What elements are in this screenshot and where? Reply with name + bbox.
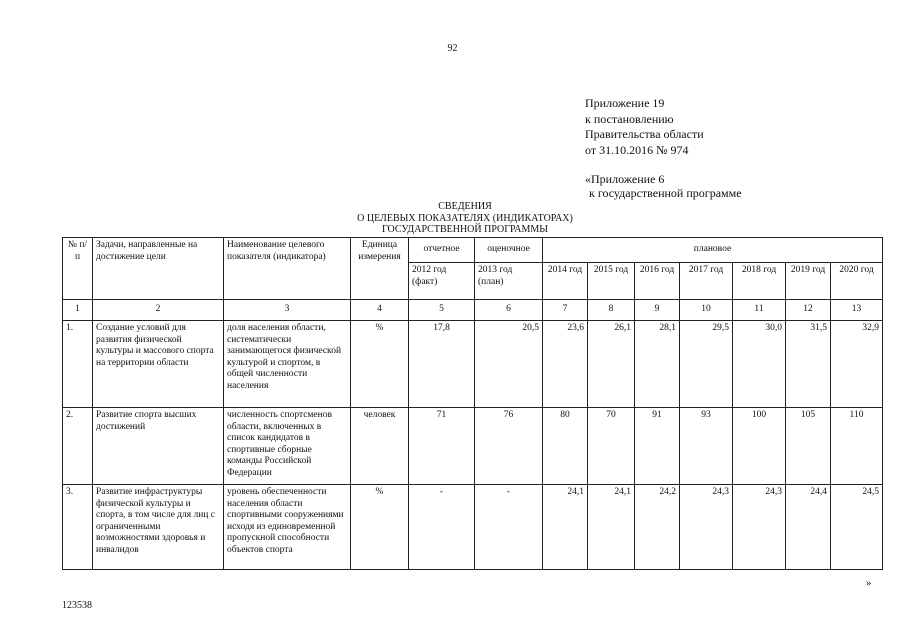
title-line: ГОСУДАРСТВЕННОЙ ПРОГРАММЫ <box>381 224 549 235</box>
row-value: 23,6 <box>543 321 588 408</box>
row-unit: % <box>351 485 409 570</box>
year-header: 2016 год <box>635 263 680 300</box>
header-estimated: оценочное <box>475 238 543 263</box>
header-row <box>63 238 883 263</box>
year-header: 2019 год <box>786 263 831 300</box>
row-value: 93 <box>680 408 733 485</box>
row-value: 30,0 <box>733 321 786 408</box>
header-planned: плановое <box>543 238 883 263</box>
year-header: 2013 год (план) <box>475 263 543 300</box>
column-number: 5 <box>409 300 475 321</box>
row-value: 71 <box>409 408 475 485</box>
column-number: 12 <box>786 300 831 321</box>
column-number: 6 <box>475 300 543 321</box>
row-value: - <box>475 485 543 570</box>
row-indicator: уровень обеспеченности населения области спортивными сооружениями исходя из единовременной пропускной способности объектов спорта <box>224 485 351 570</box>
row-value: 24,3 <box>733 485 786 570</box>
column-number: 2 <box>93 300 224 321</box>
document-number: 123538 <box>62 600 92 611</box>
annex-header-line: Приложение 19 <box>585 96 665 110</box>
row-task: Создание условий для развития физической культуры и массового спорта на территории области <box>93 321 224 408</box>
annex-quote-line: «Приложение 6 <box>585 172 665 186</box>
title-line: О ЦЕЛЕВЫХ ПОКАЗАТЕЛЯХ (ИНДИКАТОРАХ) <box>357 212 573 224</box>
row-value: 29,5 <box>680 321 733 408</box>
document-title <box>300 201 630 236</box>
row-value: 32,9 <box>831 321 883 408</box>
annex-header <box>585 96 704 158</box>
page-number: 92 <box>447 43 458 54</box>
row-value: 24,4 <box>786 485 831 570</box>
row-value: 26,1 <box>588 321 635 408</box>
closing-quote: » <box>866 577 872 589</box>
row-value: 24,2 <box>635 485 680 570</box>
row-num: 1. <box>63 321 93 408</box>
year-header: 2015 год <box>588 263 635 300</box>
row-num: 2. <box>63 408 93 485</box>
year-header: 2018 год <box>733 263 786 300</box>
row-unit: % <box>351 321 409 408</box>
annex-quote <box>585 172 742 200</box>
year-header: 2012 год (факт) <box>409 263 475 300</box>
column-number: 7 <box>543 300 588 321</box>
row-unit: человек <box>351 408 409 485</box>
row-num: 3. <box>63 485 93 570</box>
column-number: 1 <box>63 300 93 321</box>
row-value: 24,5 <box>831 485 883 570</box>
title-line: СВЕДЕНИЯ <box>438 201 492 212</box>
column-number: 4 <box>351 300 409 321</box>
year-header: 2020 год <box>831 263 883 300</box>
header-num: № п/п <box>63 238 93 300</box>
row-value: 24,1 <box>588 485 635 570</box>
year-header: 2014 год <box>543 263 588 300</box>
row-value: 91 <box>635 408 680 485</box>
row-value: 24,1 <box>543 485 588 570</box>
column-number-row <box>63 300 883 321</box>
column-number: 3 <box>224 300 351 321</box>
column-number: 9 <box>635 300 680 321</box>
header-reported: отчетное <box>409 238 475 263</box>
row-indicator: доля населения области, систематически занимающегося физической культурой и спортом, в общей численности населения <box>224 321 351 408</box>
row-value: 80 <box>543 408 588 485</box>
header-unit: Единица измерения <box>351 238 409 300</box>
annex-header-line: к постановлению <box>585 111 674 126</box>
annex-header-line: от 31.10.2016 № 974 <box>585 142 689 157</box>
row-value: 24,3 <box>680 485 733 570</box>
row-value: 31,5 <box>786 321 831 408</box>
column-number: 13 <box>831 300 883 321</box>
annex-header-line: Правительства области <box>585 127 704 141</box>
column-number: 8 <box>588 300 635 321</box>
row-value: 100 <box>733 408 786 485</box>
header-task: Задачи, направленные на достижение цели <box>93 238 224 300</box>
year-header: 2017 год <box>680 263 733 300</box>
column-number: 11 <box>733 300 786 321</box>
row-value: 70 <box>588 408 635 485</box>
row-task: Развитие инфраструктуры физической культуры и спорта, в том числе для лиц с ограниченными возможностями здоровья и инвалидов <box>93 485 224 570</box>
indicators-table <box>62 237 883 570</box>
table-row <box>63 485 883 570</box>
row-value: 105 <box>786 408 831 485</box>
row-task: Развитие спорта высших достижений <box>93 408 224 485</box>
row-indicator: численность спортсменов области, включенных в список кандидатов в спортивные сборные команды Российской Федерации <box>224 408 351 485</box>
header-indicator: Наименование целевого показателя (индикатора) <box>224 238 351 300</box>
row-value: 28,1 <box>635 321 680 408</box>
row-value: 20,5 <box>475 321 543 408</box>
column-number: 10 <box>680 300 733 321</box>
row-value: 76 <box>475 408 543 485</box>
annex-quote-line: к государственной программе <box>589 186 742 200</box>
table-row <box>63 408 883 485</box>
row-value: - <box>409 485 475 570</box>
table-row <box>63 321 883 408</box>
row-value: 17,8 <box>409 321 475 408</box>
row-value: 110 <box>831 408 883 485</box>
